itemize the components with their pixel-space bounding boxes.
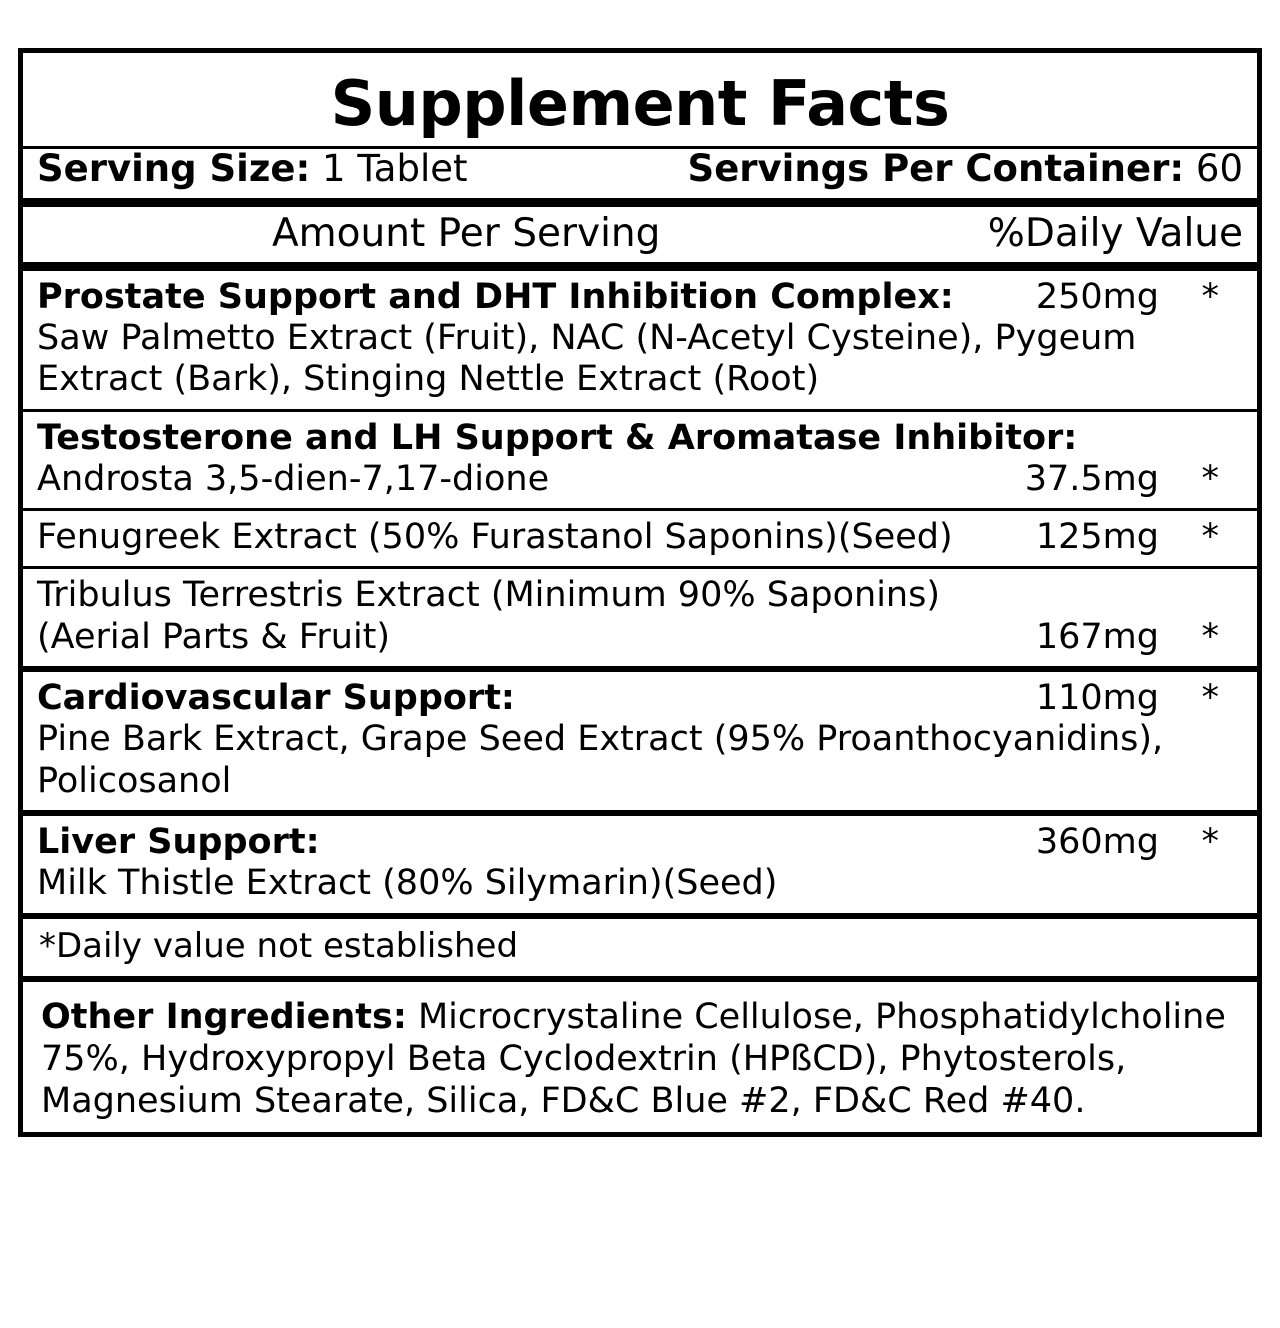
daily-value-header: %Daily Value [987,210,1243,256]
ingredient-detail-text: Androsta 3,5-dien-7,17-dione [37,458,550,499]
ingredient-amount: 110mg [1035,678,1159,719]
ingredient-daily-value: * [1201,517,1219,558]
table-row [23,569,1257,666]
ingredient-heading [37,678,1245,719]
ingredient-amount: 125mg [1035,517,1159,558]
ingredient-daily-value: * [1201,821,1219,862]
ingredient-heading [37,277,1245,318]
ingredient-detail: Pine Bark Extract, Grape Seed Extract (95% Proanthocyanidins), Policosanol [37,719,1164,801]
servings-per-container [688,149,1243,190]
ingredient-detail [37,517,1245,558]
daily-value-footnote: *Daily value not established [39,925,519,966]
serving-size-label: Serving Size: [37,147,311,191]
table-header-row [23,207,1257,262]
ingredient-heading: Testosterone and LH Support & Aromatase Inhibitor: [37,417,1078,458]
amount-per-serving-header: Amount Per Serving [272,210,661,256]
servings-per-container-label: Servings Per Container: [687,147,1185,191]
serving-info-row [23,149,1257,198]
ingredient-daily-value: * [1201,276,1219,317]
serving-size [37,149,468,190]
ingredient-detail-text: Fenugreek Extract (50% Furastanol Saponins)(Seed) [37,517,953,558]
ingredient-daily-value: * [1201,678,1219,719]
table-row [23,672,1257,810]
other-ingredients-value: Microcrystaline Cellulose, Phosphatidylcholine 75%, Hydroxypropyl Beta Cyclodextrin (HPßCD), Phytosterols, Magnesium Stearate, Silica, FD&C Blue #2, FD&C Red #40. [41,996,1226,1121]
ingredient-amount: 167mg [1035,616,1159,657]
ingredient-heading-text: Prostate Support and DHT Inhibition Complex: [37,276,954,317]
table-row [23,412,1257,509]
ingredient-detail-text: (Aerial Parts & Fruit) [37,616,391,657]
ingredient-amount: 250mg [1035,276,1159,317]
ingredient-heading-text: Liver Support: [37,821,320,862]
other-ingredients-label: Other Ingredients: [41,996,407,1037]
ingredient-daily-value: * [1201,458,1219,499]
ingredient-daily-value: * [1201,616,1219,657]
servings-per-container-value: 60 [1195,147,1243,191]
ingredient-detail: Milk Thistle Extract (80% Silymarin)(Seed) [37,863,778,904]
table-row [23,511,1257,566]
other-ingredients [23,982,1257,1132]
ingredient-detail-line-2 [37,617,1245,658]
supplement-facts-panel [18,48,1262,1137]
ingredient-heading-text: Cardiovascular Support: [37,678,515,719]
table-row [23,816,1257,913]
ingredient-heading [37,822,1245,863]
page-title: Supplement Facts [330,67,950,140]
ingredient-amount: 37.5mg [1024,458,1159,499]
ingredient-detail: Saw Palmetto Extract (Fruit), NAC (N-Acetyl Cysteine), Pygeum Extract (Bark), Stinging Nettle Extract (Root) [37,317,1137,400]
table-row [23,271,1257,409]
serving-size-value: 1 Tablet [322,147,468,191]
ingredient-amount: 360mg [1035,821,1159,862]
divider-above-header [23,198,1257,207]
divider-below-header [23,262,1257,271]
ingredient-detail [37,459,1245,500]
ingredient-detail-line-1: Tribulus Terrestris Extract (Minimum 90% Saponins) [37,575,940,616]
